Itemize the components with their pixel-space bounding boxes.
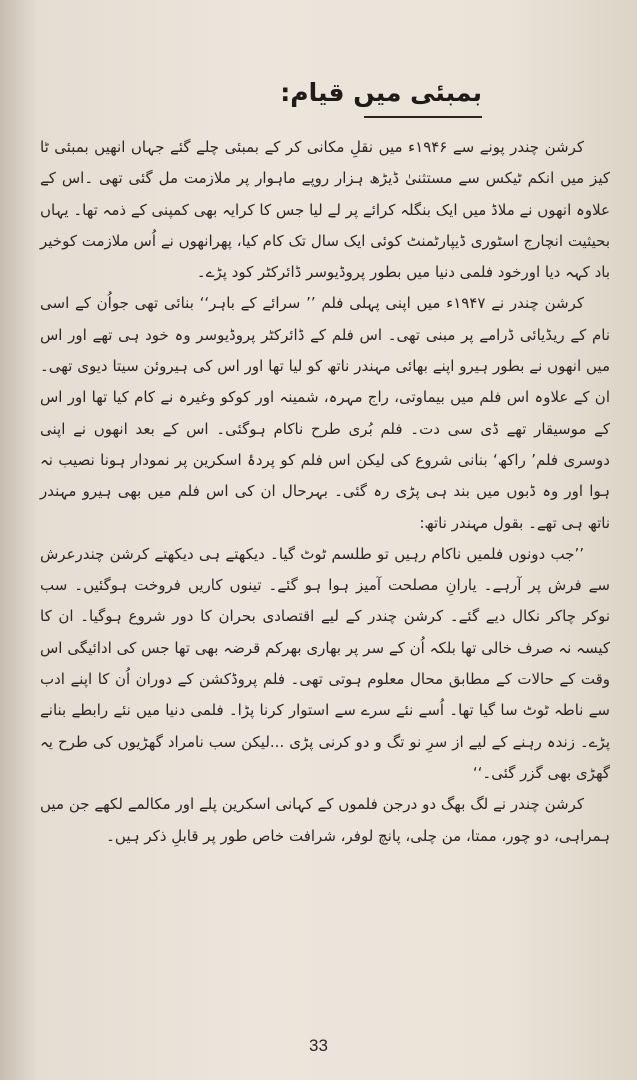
paragraph-4: کرشن چندر نے لگ بھگ دو درجن فلموں کے کہانی اسکرین پلے اور مکالمے لکھے جن میں ہمراہی، دو چور، ممتا، من چلی، پانچ لوفر، شرافت خاص طور پر قابلِ ذکر ہیں۔ (40, 795, 610, 845)
heading-underline (364, 116, 482, 118)
paragraph-1: کرشن چندر پونے سے ۱۹۴۶ء میں نقلِ مکانی کر کے بمبئی چلے گئے جہاں انھیں بمبئی ٹا کیز میں انکم ٹیکس سے مستثنیٰ ڈیڑھ ہزار روپے ماہوار پر ملازمت مل گئی تھی ۔اس کے علاوہ انھوں نے ملاڈ میں ایک بنگلہ کرائے پر لے لیا جس کا کرایہ بھی کمپنی کے ذمہ تھا۔ یہاں بحیثیت انچارج اسٹوری ڈیپارٹمنٹ کوئی ایک سال تک کام کیا، پھرانھوں نے اُس ملازمت کوخیر باد کہہ دیا اورخود فلمی دنیا میں بطور پروڈیوسر ڈائرکٹر کود پڑے۔ (40, 138, 610, 282)
section-heading: بمبئی میں قیام: (280, 78, 482, 107)
page-body (40, 132, 610, 852)
paragraph-2: کرشن چندر نے ۱۹۴۷ء میں اپنی پہلی فلم ’’ سرائے کے باہر‘‘ بنائی تھی جواُن کے اسی نام کے ریڈیائی ڈرامے پر مبنی تھی۔ اس فلم کے ڈائرکٹر پروڈیوسر وہ خود ہی تھے اور اس میں انھوں نے بطور ہیرو اپنے بھائی مہندر ناتھ کو لیا تھا اور اس کی ہیروئن سیتا دیوی تھی۔ ان کے علاوہ اس فلم میں بیماوتی، راج مہرہ، شمینہ اور کوکو وغیرہ نے کام کیا تھا اور اس کے موسیقار تھے ڈی سی دت۔ فلم بُری طرح ناکام ہوگئی۔ اس کے بعد انھوں نے اپنی دوسری فلم’ راکھ‘ بنانی شروع کی لیکن اس فلم کو پردۂ اسکرین پر نمودار ہونا نصیب نہ ہوا اور وہ ڈبوں میں بند ہی پڑی رہ گئی۔ بہرحال ان کی اس فلم میں بھی ہیرو مہندر ناتھ ہی تھے۔ بقول مہندر ناتھ: (40, 294, 610, 532)
page-number: 33 (309, 1036, 328, 1055)
quotation-paragraph: ’’جب دونوں فلمیں ناکام رہیں تو طلسم ٹوٹ گیا۔ دیکھتے ہی دیکھتے کرشن چندرعرش سے فرش پر آرہے۔ یارانِ مصلحت آمیز ہوا ہو گئے۔ تینوں کاریں فروخت ہوگئیں۔ سب نوکر چاکر نکال دیے گئے۔ کرشن چندر کے لیے اقتصادی بحران کا دور شروع ہوگیا۔ ان کا کیسہ نہ صرف خالی تھا بلکہ اُن کے سر پر بھاری بھرکم قرضہ بھی تھا جس کی ادائیگی اس وقت کے حالات کے مطابق محال معلوم ہوتی تھی۔ فلم پروڈکشن کے دوران اُن کا اپنے ادب سے ناطہ ٹوٹ سا گیا تھا۔ اُسے نئے سرے سے استوار کرنا پڑا۔ فلمی دنیا میں نئے رابطے بنانے پڑے۔ زندہ رہنے کے لیے از سرِ نو تگ و دو کرنی پڑی ...لیکن سب نامراد گھڑیوں کی طرح یہ گھڑی بھی گزر گئی۔‘‘ (40, 544, 610, 782)
